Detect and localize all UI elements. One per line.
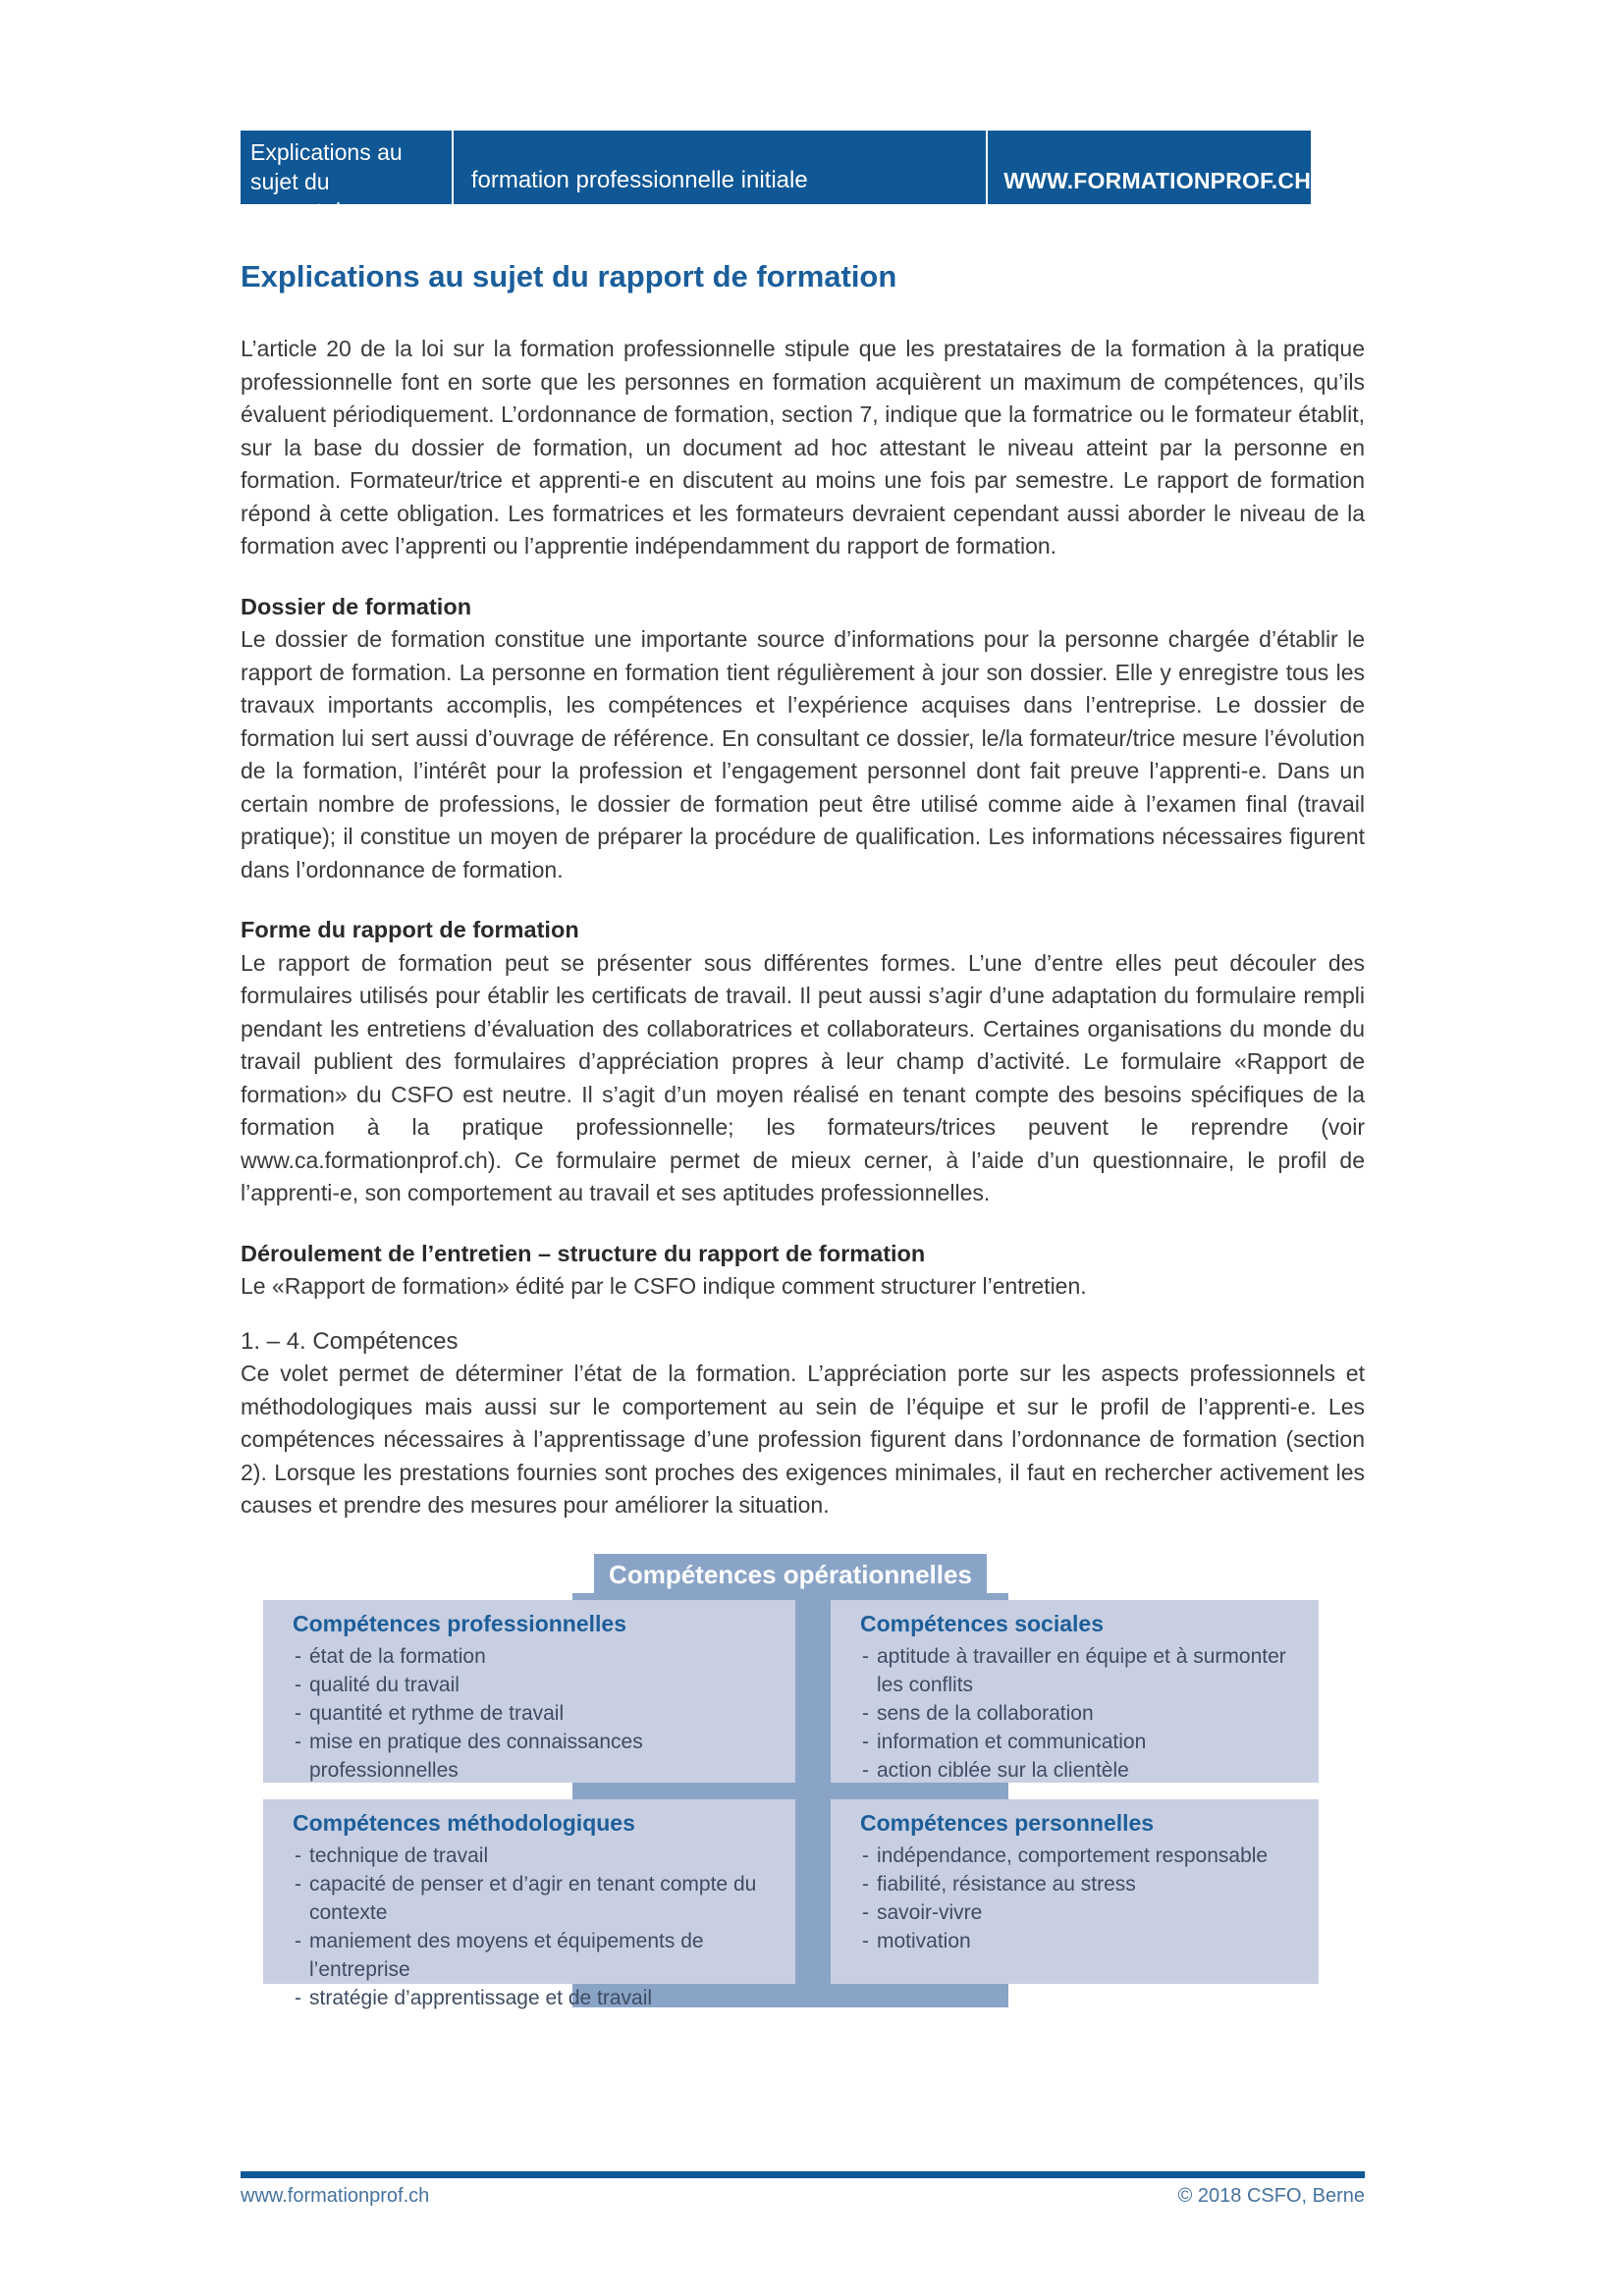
- list-item: - mise en pratique des connaissances professionnelles: [293, 1728, 778, 1785]
- intro-paragraph: L’article 20 de la loi sur la formation professionnelle stipule que les prestataires de la formation à la pratique professionnelle font en sorte que les personnes en formation acquièrent un maximum de compétences, qu’ils évaluent périodiquement. L’ordonnance de formation, section 7, indique que la formatrice ou le formateur établit, sur la base du dossier de formation, un document ad hoc attestant le niveau atteint par la personne en formation. Formateur/trice et apprenti-e en discutent au moins une fois par semestre. Le rapport de formation répond à cette obligation. Les formatrices et les formateurs devraient cependant aussi aborder le niveau de la formation avec l’apprenti ou l’apprentie indépendamment du rapport de formation.: [241, 336, 1365, 559]
- header-subtitle: [452, 131, 986, 204]
- list-item: - quantité et rythme de travail: [293, 1699, 778, 1728]
- diagram-grid: [263, 1600, 1319, 2009]
- list-item: - sens de la collaboration: [860, 1699, 1301, 1728]
- list-item: - indépendance, comportement responsable: [860, 1842, 1301, 1870]
- section-heading-deroulement: Déroulement de l’entretien – structure du rapport de formation: [241, 1240, 926, 1266]
- section-body-competences: Ce volet permet de déterminer l’état de la formation. L’appréciation porte sur les aspects professionnels et méthodologiques mais aussi sur le comportement au sein de l’équipe et sur le profil de l’apprenti-e. Les compétences nécessaires à l’apprentissage d’une profession figurent dans l’ordonnance de formation (section 2). Lorsque les prestations fournies sont proches des exigences minimales, il faut en rechercher activement les causes et prendre des mesures pour améliorer la situation.: [241, 1361, 1365, 1518]
- box-item-list: [293, 1842, 778, 2012]
- list-item: - maniement des moyens et équipements de l’entreprise: [293, 1927, 778, 1984]
- section-body-forme: Le rapport de formation peut se présenter sous différentes formes. L’une d’entre elles peut découler des formulaires utilisés pour établir les certificats de travail. Il peut aussi s’agir d’une adaptation du formulaire rempli pendant les entretiens d’évaluation des collaboratrices et collaborateurs. Certaines organisations du monde du travail publient des formulaires d’appréciation propres à leur champ d’activité. Le formulaire «Rapport de formation» du CSFO est neutre. Il s’agit d’un moyen réalisé en tenant compte des besoins spécifiques de la formation à la pratique professionnelle; les formateurs/trices peuvent le reprendre (voir www.ca.formationprof.ch). Ce formulaire permet de mieux cerner, à l’aide d’un questionnaire, le profil de l’apprenti-e, son comportement au travail et ses aptitudes professionnelles.: [241, 949, 1365, 1205]
- box-title: Compétences méthodologiques: [293, 1809, 635, 1836]
- list-item: - aptitude à travailler en équipe et à surmonter les conflits: [860, 1642, 1301, 1699]
- section-body-dossier: Le dossier de formation constitue une importante source d’informations pour la personne chargée d’établir le rapport de formation. La personne en formation tient régulièrement à jour son dossier. Elle y enregistre tous les travaux importants accomplis, les compétences et l’expérience acquises dans l’entreprise. Le dossier de formation lui sert aussi d’ouvrage de référence. En consultant ce dossier, le/la formateur/trice mesure l’évolution de la formation, l’intérêt pour la profession et l’engagement personnel dont fait preuve l’apprenti-e. Dans un certain nombre de professions, le dossier de formation peut être utilisé comme aide à l’examen final (travail pratique); il constitue un moyen de préparer la procédure de qualification. Les informations nécessaires figurent dans l’ordonnance de formation.: [241, 626, 1365, 882]
- box-item-list: [293, 1642, 778, 1785]
- box-title: Compétences professionnelles: [293, 1610, 626, 1636]
- list-item: - savoir-vivre: [860, 1898, 1301, 1927]
- header-doc-title-line1: Explications au sujet du: [250, 139, 403, 194]
- competences-diagram: [263, 1554, 1319, 2007]
- list-item: - motivation: [860, 1927, 1301, 1955]
- box-title: Compétences personnelles: [860, 1809, 1155, 1836]
- footer-website-link[interactable]: www.formationprof.ch: [241, 2185, 430, 2207]
- header-subtitle-label: formation professionnelle initiale: [470, 167, 808, 193]
- header-doc-title-line2: rapport de formation: [250, 198, 353, 253]
- box-item-list: [860, 1642, 1301, 1785]
- footer-row: [241, 2185, 1365, 2208]
- section-heading-competences: 1. – 4. Compétences: [241, 1327, 459, 1355]
- section-body-deroulement: Le «Rapport de formation» édité par le CSFO indique comment structurer l’entretien.: [241, 1273, 1087, 1299]
- list-item: - technique de travail: [293, 1842, 778, 1870]
- section-heading-dossier: Dossier de formation: [241, 593, 472, 619]
- footer: [241, 2171, 1365, 2208]
- list-item: - information et communication: [860, 1728, 1301, 1756]
- list-item: - qualité du travail: [293, 1671, 778, 1699]
- header-website-label[interactable]: WWW.FORMATIONPROF.CH: [1003, 168, 1311, 193]
- list-item: - état de la formation: [293, 1642, 778, 1671]
- box-item-list: [860, 1842, 1301, 1955]
- box-title: Compétences sociales: [860, 1610, 1105, 1636]
- footer-copyright: © 2018 CSFO, Berne: [1177, 2185, 1365, 2207]
- footer-rule: [241, 2171, 1365, 2178]
- page-title: Explications au sujet du rapport de formation: [241, 259, 897, 294]
- list-item: - action ciblée sur la clientèle: [860, 1756, 1301, 1785]
- header-website-link[interactable]: [986, 131, 1311, 204]
- document-body: [241, 258, 1365, 2007]
- list-item: - stratégie d’apprentissage et de travail: [293, 1984, 778, 2012]
- header-doc-title: [241, 131, 452, 253]
- section-heading-forme: Forme du rapport de formation: [241, 917, 579, 942]
- diagram-title: Compétences opérationnelles: [594, 1554, 987, 1595]
- header-bar: [241, 131, 1311, 253]
- box-competences-professionnelles: [263, 1600, 795, 1783]
- box-competences-sociales: [831, 1600, 1319, 1783]
- list-item: - fiabilité, résistance au stress: [860, 1870, 1301, 1898]
- box-competences-methodologiques: [263, 1799, 795, 2009]
- list-item: - capacité de penser et d’agir en tenant compte du contexte: [293, 1870, 778, 1927]
- box-competences-personnelles: [831, 1799, 1319, 1984]
